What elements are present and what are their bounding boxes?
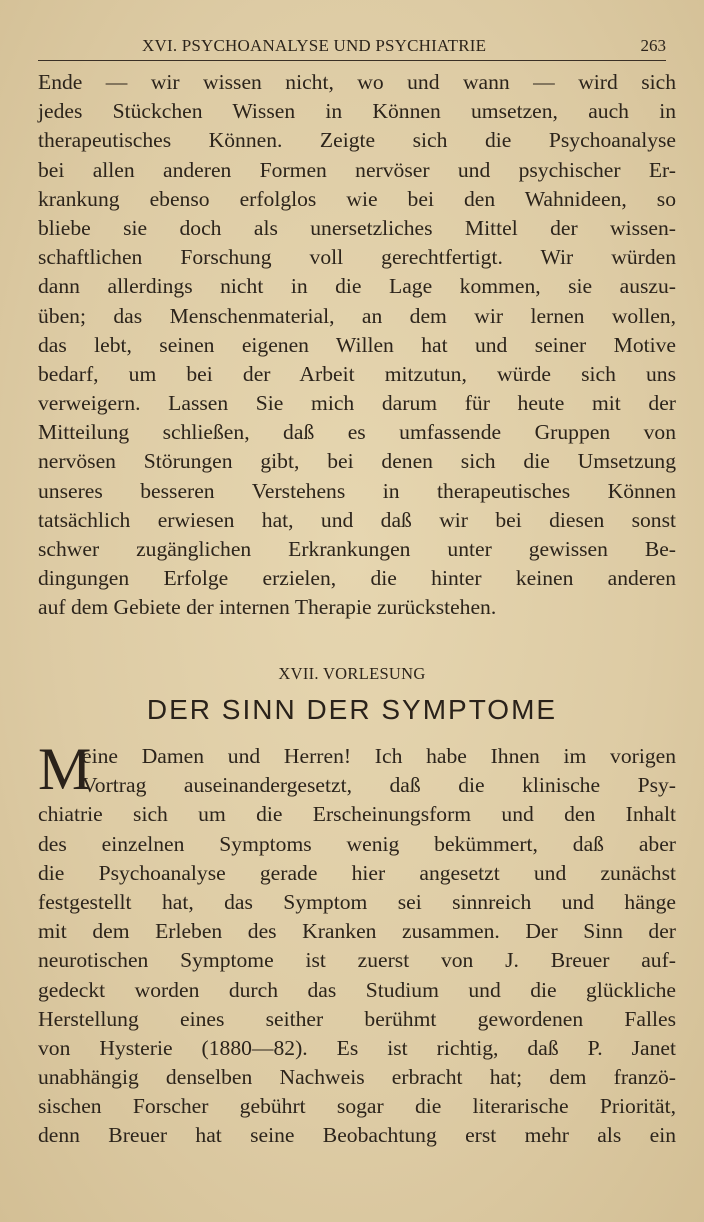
text-line: auf dem Gebiete der internen Therapie zurückstehen. — [38, 595, 497, 620]
text-line: gedeckt worden durch das Studium und die glückliche — [38, 977, 676, 1002]
text-line: Ende — wir wissen nicht, wo und wann — wird sich — [38, 70, 676, 94]
text-line: Herstellung eines seither berühmt gewordenen Falles — [38, 1006, 676, 1031]
chapter-title: DER SINN DER SYMPTOME — [146, 694, 558, 725]
text-line: üben; das Menschenmaterial, an dem wir lernen wollen, — [38, 303, 676, 328]
text-line: schaftlichen Forschung voll gerechtfertigt. Wir würden — [38, 245, 676, 270]
text-line: bliebe sie doch als unersetzliches Mittel der wissen- — [38, 215, 676, 240]
text-line: verweigern. Lassen Sie mich darum für heute mit der — [38, 391, 676, 416]
text-line: unabhängig denselben Nachweis erbracht hat; dem franzö- — [38, 1065, 676, 1090]
text-line: bei allen anderen Formen nervöser und psychischer Er- — [38, 157, 676, 182]
text-line: dingungen Erfolge erzielen, die hinter keinen anderen — [38, 566, 676, 591]
lecture-number: XVII. VORLESUNG — [278, 664, 426, 683]
text-line: bedarf, um bei der Arbeit mitzutun, würde sich uns — [38, 361, 676, 386]
text-line: festgestellt hat, das Symptom sei sinnreich und hänge — [38, 889, 676, 914]
text-line: die Psychoanalyse gerade hier angesetzt und zunächst — [38, 860, 676, 885]
text-line: therapeutisches Können. Zeigte sich die Psychoanalyse — [38, 128, 676, 153]
text-line: des einzelnen Symptoms wenig bekümmert, daß aber — [38, 831, 676, 856]
text-line: jedes Stückchen Wissen in Können umsetzen, auch in — [38, 99, 676, 124]
text-line: chiatrie sich um die Erscheinungsform und den Inhalt — [38, 802, 676, 827]
page-number: 263 — [640, 36, 666, 55]
text-line: krankung ebenso erfolglos wie bei den Wahnideen, so — [38, 186, 676, 211]
text-line: Mitteilung schließen, daß es umfassende Gruppen von — [38, 420, 676, 445]
text-line: das lebt, seinen eigenen Willen hat und seiner Motive — [38, 332, 676, 357]
text-line: sischen Forscher gebührt sogar die literarische Priorität, — [38, 1094, 676, 1119]
text-line: denn Breuer hat seine Beobachtung erst mehr als ein — [38, 1123, 676, 1148]
text-line: eine Damen und Herren! Ich habe Ihnen im vorigen — [82, 744, 676, 768]
text-line: nervösen Störungen gibt, bei denen sich die Umsetzung — [38, 449, 676, 474]
text-line: schwer zugänglichen Erkrankungen unter gewissen Be- — [38, 537, 676, 561]
text-line: unseres besseren Verstehens in therapeutisches Können — [38, 478, 676, 503]
text-line: Vortrag auseinandergesetzt, daß die klinische Psy- — [82, 773, 676, 798]
text-line: tatsächlich erwiesen hat, und daß wir bei diesen sonst — [38, 507, 676, 532]
paragraph-opening — [38, 736, 676, 1151]
running-head — [38, 34, 666, 61]
text-line: dann allerdings nicht in die Lage kommen, sie auszu- — [38, 274, 676, 299]
text-line: von Hysterie (1880—82). Es ist richtig, daß P. Janet — [38, 1035, 676, 1060]
paragraph-continuation — [38, 68, 676, 623]
text-line: mit dem Erleben des Kranken zusammen. Der Sinn der — [38, 919, 676, 944]
running-head-title: XVI. PSYCHOANALYSE UND PSYCHIATRIE — [142, 36, 487, 55]
text-line: neurotischen Symptome ist zuerst von J. Breuer auf- — [38, 948, 676, 973]
drop-cap: M — [38, 736, 92, 802]
